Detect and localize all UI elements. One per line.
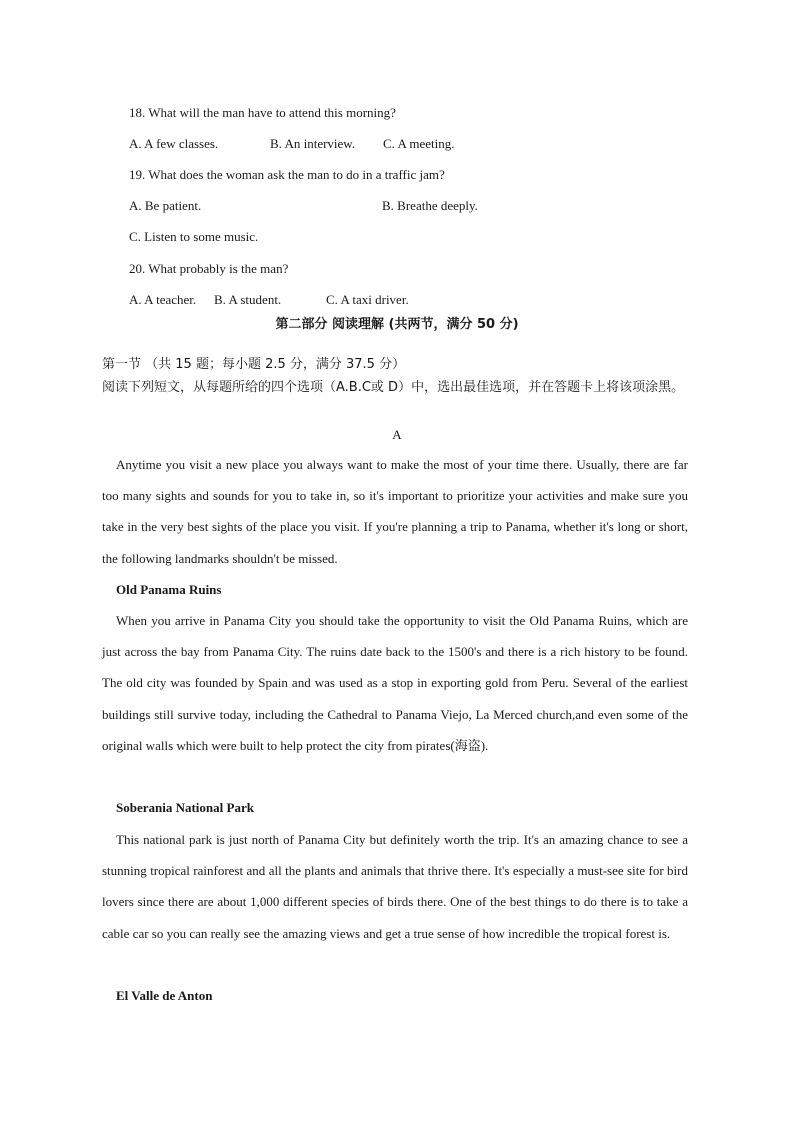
q19-option-c: C. Listen to some music. [129,229,259,244]
question-19: 19. What does the woman ask the man to do in a traffic jam? [129,167,445,182]
paragraph-ruins-text: When you arrive in Panama City you should take the opportunity to visit the Old Panama Ruins, which are just across the bay from Panama City. The ruins date back to the 1500's and there is a rich history to be found. The old city was founded by Spain and was used as a stop in exporting gold from Peru. Several of the earliest buildings still survive today, including the Cathedral to Panama Viejo, La Merced church,and even some of the original walls which were built to help protect the city from pirates(海盗). [102,613,688,753]
section-title-ruins: Old Panama Ruins [116,582,222,597]
q20-option-c: C. A taxi driver. [326,292,409,307]
passage-label: A [392,427,402,442]
passage-intro-text: Anytime you visit a new place you always want to make the most of your time there. Usually, there are far too many sights and sounds for you to take in, so it's important to prioritize your activities and make sure you take in the very best sights of the place you visit. If you're planning a trip to Panama, whether it's long or short, the following landmarks shouldn't be missed. [102,457,688,566]
q18-option-a: A. A few classes. [129,136,219,151]
paragraph-park-text: This national park is just north of Panama City but definitely worth the trip. It's an amazing chance to see a stunning tropical rainforest and all the plants and animals that thrive there. It's especially a must-see site for bird lovers since there are about 1,000 different species of birds there. One of the best things to do there is to take a cable car so you can really see the amazing views and get a true sense of how incredible the tropical forest is. [102,832,688,941]
section-title-park: Soberania National Park [116,800,254,815]
paragraph-park [102,824,688,949]
q20-option-a: A. A teacher. [129,292,197,307]
paragraph-ruins [102,605,688,761]
q19-option-a: A. Be patient. [129,198,202,213]
q20-option-b: B. A student. [214,292,282,307]
instructions: 阅读下列短文，从每题所给的四个选项（A.B.C或 D）中，选出最佳选项，并在答题卡上将该项涂黑。 [102,380,685,395]
q19-option-b: B. Breathe deeply. [382,198,478,213]
section-title-valle: El Valle de Anton [116,988,213,1003]
q18-option-c: C. A meeting. [383,136,455,151]
question-18: 18. What will the man have to attend this morning? [129,105,396,120]
question-20: 20. What probably is the man? [129,261,289,276]
q18-option-b: B. An interview. [270,136,356,151]
passage-intro [102,449,688,574]
section1-title: 第一节 （共 15 题；每小题 2.5 分，满分 37.5 分） [102,357,406,372]
part2-heading: 第二部分 阅读理解 (共两节，满分 50 分) [275,317,519,332]
